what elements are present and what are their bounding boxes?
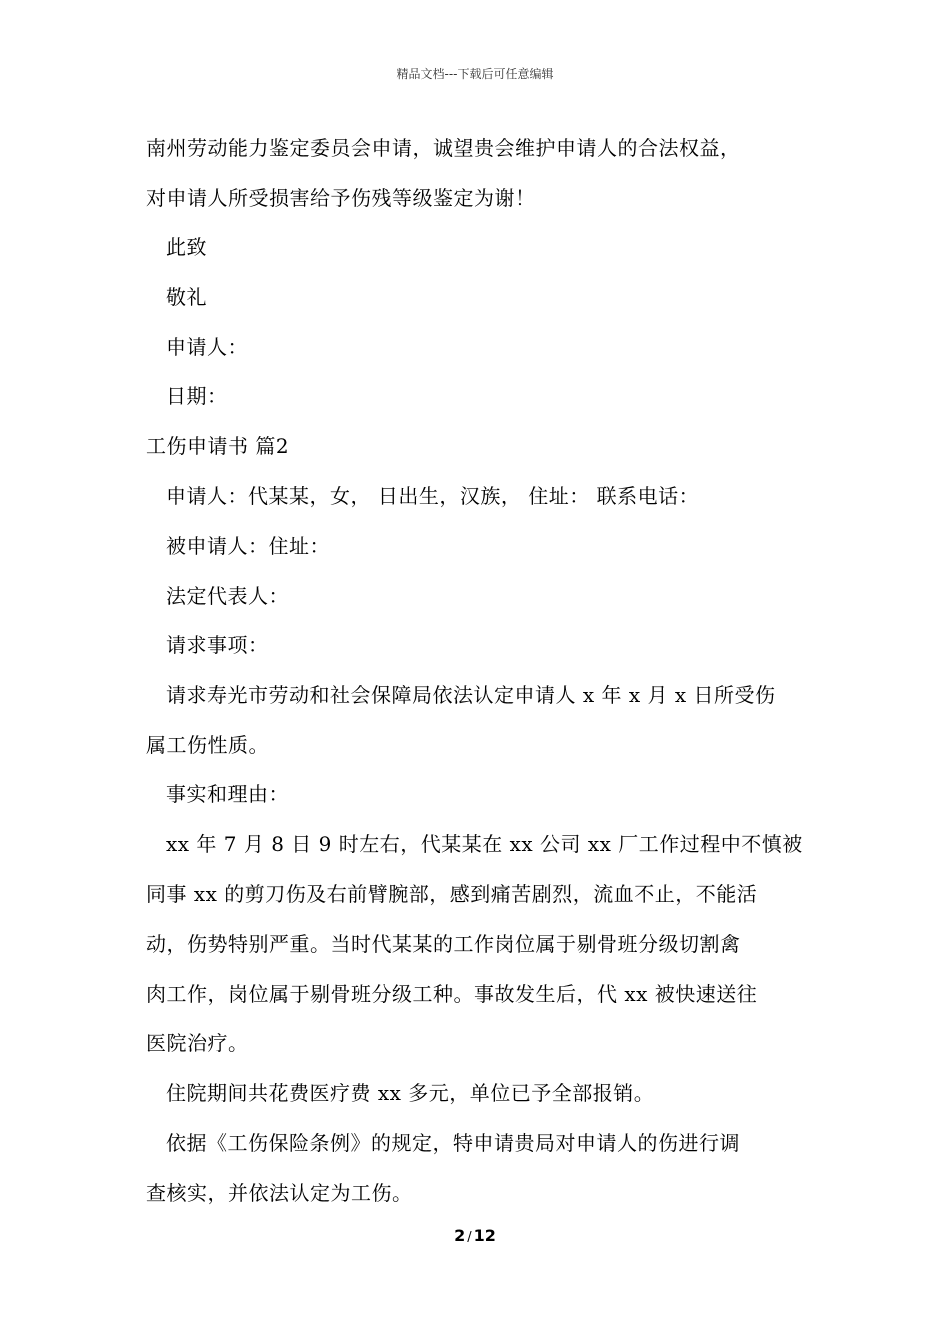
legal-rep-line: 法定代表人： (166, 584, 289, 608)
respondent-line: 被申请人：住址： (166, 534, 330, 558)
salutation-line: 此致 (166, 235, 207, 259)
page-header: 精品文档---下载后可任意编辑 (396, 67, 554, 81)
date-line: 日期： (166, 384, 228, 408)
paragraph-line: 查核实，并依法认定为工伤。 (146, 1181, 413, 1205)
section-title: 工伤申请书 篇2 (146, 434, 290, 458)
applicant-line: 申请人： (166, 335, 248, 359)
facts-heading: 事实和理由： (166, 782, 289, 806)
request-heading: 请求事项： (166, 633, 269, 657)
paragraph-line: 依据《工伤保险条例》的规定，特申请贵局对申请人的伤进行调 (166, 1131, 740, 1155)
applicant-info-line: 申请人：代某某，女， 日出生，汉族， 住址： 联系电话： (166, 484, 700, 508)
salutation-line: 敬礼 (166, 285, 207, 309)
page-number (0, 1226, 950, 1248)
current-page: 2 (454, 1226, 466, 1245)
paragraph-line: 属工伤性质。 (146, 733, 269, 757)
paragraph-line: 肉工作，岗位属于剔骨班分级工种。事故发生后，代 xx 被快速送往 (146, 982, 758, 1006)
paragraph-line: 住院期间共花费医疗费 xx 多元，单位已予全部报销。 (166, 1081, 655, 1105)
paragraph-line: 动，伤势特别严重。当时代某某的工作岗位属于剔骨班分级切割禽 (146, 932, 741, 956)
total-pages: 12 (473, 1226, 496, 1245)
paragraph-line: 医院治疗。 (146, 1031, 249, 1055)
paragraph-line: 南州劳动能力鉴定委员会申请，诚望贵会维护申请人的合法权益， (146, 136, 741, 160)
paragraph-line: 请求寿光市劳动和社会保障局依法认定申请人 x 年 x 月 x 日所受伤 (166, 683, 776, 707)
paragraph-line: xx 年 7 月 8 日 9 时左右，代某某在 xx 公司 xx 厂工作过程中不慎被 (166, 832, 803, 856)
paragraph-line: 对申请人所受损害给予伤残等级鉴定为谢！ (146, 186, 536, 210)
page-separator: / (467, 1230, 472, 1245)
paragraph-line: 同事 xx 的剪刀伤及右前臂腕部，感到痛苦剧烈，流血不止，不能活 (146, 882, 758, 906)
